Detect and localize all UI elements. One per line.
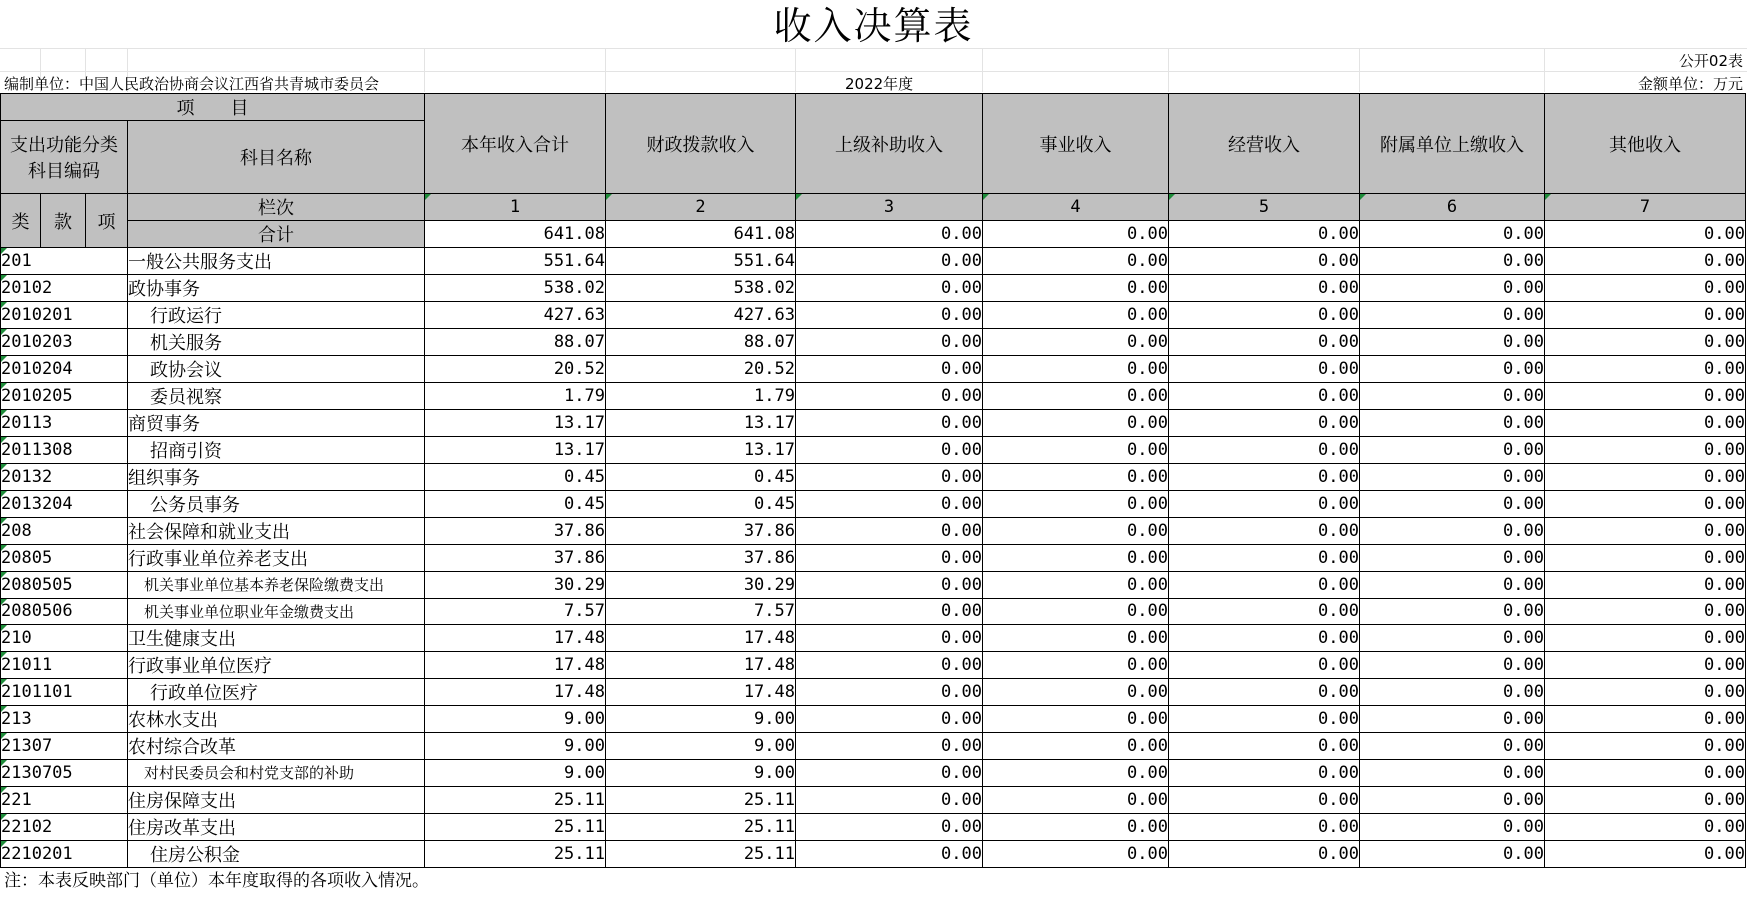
amount-cell: 551.64 (425, 248, 606, 275)
amount-cell: 0.00 (1169, 545, 1360, 572)
function-code-header-line1: 支出功能分类 (10, 135, 118, 156)
table-row (1, 329, 1746, 356)
lanci-header: 栏次 (128, 194, 425, 221)
amount-cell: 0.00 (1360, 545, 1545, 572)
amount-cell: 0.00 (1545, 356, 1746, 383)
col-header-total-income: 本年收入合计 (425, 94, 606, 194)
amount-cell: 0.00 (1545, 760, 1746, 787)
amount-cell: 0.00 (983, 813, 1169, 840)
amount-cell: 0.00 (983, 437, 1169, 464)
lei-header: 类 (1, 194, 41, 248)
amount-cell: 0.00 (983, 518, 1169, 545)
amount-cell: 538.02 (606, 275, 796, 302)
amount-cell: 0.00 (1545, 545, 1746, 572)
subject-code: 2010203 (1, 329, 128, 356)
amount-cell: 0.00 (1545, 302, 1746, 329)
total-value: 0.00 (1169, 221, 1360, 248)
amount-cell: 0.00 (1545, 598, 1746, 625)
text-format-marker (1, 545, 7, 551)
amount-cell: 0.00 (1360, 329, 1545, 356)
subject-code: 2010204 (1, 356, 128, 383)
amount-cell: 0.00 (1360, 464, 1545, 491)
kuan-header: 款 (41, 194, 86, 248)
amount-cell: 9.00 (606, 706, 796, 733)
column-number: 7 (1545, 194, 1746, 221)
subject-code: 208 (1, 518, 128, 545)
amount-cell: 17.48 (606, 625, 796, 652)
amount-cell: 25.11 (606, 813, 796, 840)
subject-name: 住房保障支出 (128, 786, 425, 813)
subject-name: 政协会议 (128, 356, 425, 383)
amount-cell: 0.00 (1360, 813, 1545, 840)
amount-cell: 0.00 (1360, 491, 1545, 518)
table-row (1, 437, 1746, 464)
amount-cell: 13.17 (425, 437, 606, 464)
table-row (1, 652, 1746, 679)
subject-code: 2080505 (1, 572, 128, 599)
amount-cell: 0.00 (796, 437, 983, 464)
text-format-marker (1, 329, 7, 335)
subject-code: 20102 (1, 275, 128, 302)
amount-cell: 17.48 (606, 652, 796, 679)
amount-cell: 0.00 (1545, 410, 1746, 437)
amount-cell: 427.63 (606, 302, 796, 329)
amount-cell: 0.00 (983, 248, 1169, 275)
subject-name: 行政事业单位医疗 (128, 652, 425, 679)
amount-cell: 13.17 (425, 410, 606, 437)
amount-cell: 0.00 (1360, 652, 1545, 679)
amount-cell: 0.00 (1360, 248, 1545, 275)
col-header-business-income: 事业收入 (983, 94, 1169, 194)
text-format-marker (1, 275, 7, 281)
text-format-marker (1, 518, 7, 524)
amount-cell: 0.00 (1545, 329, 1746, 356)
report-title: 收入决算表 (773, 4, 974, 48)
amount-cell: 0.00 (1545, 813, 1746, 840)
table-row (1, 786, 1746, 813)
amount-cell: 25.11 (606, 786, 796, 813)
text-format-marker (1, 625, 7, 631)
subject-code: 2010205 (1, 383, 128, 410)
amount-cell: 0.00 (1545, 275, 1746, 302)
amount-cell: 0.45 (425, 491, 606, 518)
income-table (0, 93, 1746, 868)
amount-cell: 0.00 (1545, 679, 1746, 706)
amount-cell: 0.00 (1169, 625, 1360, 652)
text-format-marker (1, 491, 7, 497)
subject-code: 2011308 (1, 437, 128, 464)
amount-cell: 0.00 (1545, 464, 1746, 491)
text-format-marker (1, 572, 7, 578)
column-number: 2 (606, 194, 796, 221)
amount-cell: 0.00 (1169, 464, 1360, 491)
subject-name: 公务员事务 (128, 491, 425, 518)
subject-name: 卫生健康支出 (128, 625, 425, 652)
amount-cell: 0.00 (983, 733, 1169, 760)
amount-cell: 0.00 (1545, 652, 1746, 679)
xiang-header: 项 (86, 194, 128, 248)
amount-cell: 0.00 (796, 302, 983, 329)
text-format-marker (1, 652, 7, 658)
amount-cell: 0.00 (1360, 572, 1545, 599)
column-number: 3 (796, 194, 983, 221)
amount-cell: 7.57 (425, 598, 606, 625)
amount-cell: 0.00 (1360, 598, 1545, 625)
subject-code: 22102 (1, 813, 128, 840)
amount-cell: 0.00 (1545, 491, 1746, 518)
amount-cell: 0.00 (796, 813, 983, 840)
sheet-grid-band (0, 48, 1747, 72)
amount-cell: 0.00 (1169, 329, 1360, 356)
subject-name: 行政单位医疗 (128, 679, 425, 706)
amount-cell: 0.00 (796, 545, 983, 572)
table-row (1, 625, 1746, 652)
amount-cell: 0.00 (1545, 733, 1746, 760)
amount-cell: 17.48 (425, 625, 606, 652)
amount-cell: 0.00 (983, 545, 1169, 572)
subject-code: 20805 (1, 545, 128, 572)
sheet-grid-line (982, 48, 983, 92)
subject-name: 机关服务 (128, 329, 425, 356)
amount-cell: 0.00 (796, 679, 983, 706)
amount-cell: 17.48 (425, 652, 606, 679)
text-format-marker (1, 706, 7, 712)
amount-cell: 0.00 (1169, 652, 1360, 679)
text-format-marker (1, 356, 7, 362)
amount-cell: 0.00 (1360, 518, 1545, 545)
amount-cell: 9.00 (606, 733, 796, 760)
amount-cell: 0.00 (796, 329, 983, 356)
amount-cell: 0.00 (796, 733, 983, 760)
amount-cell: 0.00 (983, 464, 1169, 491)
text-format-marker (1, 410, 7, 416)
col-header-other-income: 其他收入 (1545, 94, 1746, 194)
subject-name: 住房改革支出 (128, 813, 425, 840)
amount-cell: 0.00 (796, 840, 983, 867)
amount-cell: 0.00 (1545, 572, 1746, 599)
subject-name: 行政运行 (128, 302, 425, 329)
amount-cell: 0.00 (796, 248, 983, 275)
amount-cell: 0.45 (606, 491, 796, 518)
amount-cell: 0.45 (606, 464, 796, 491)
amount-cell: 0.00 (983, 572, 1169, 599)
amount-cell: 0.00 (1169, 813, 1360, 840)
subject-code: 21307 (1, 733, 128, 760)
subject-name: 政协事务 (128, 275, 425, 302)
item-header: 项 目 (1, 94, 425, 121)
amount-cell: 0.00 (983, 679, 1169, 706)
table-row (1, 706, 1746, 733)
amount-cell: 0.00 (983, 760, 1169, 787)
text-format-marker (1, 248, 7, 254)
subject-name: 住房公积金 (128, 840, 425, 867)
fiscal-year: 2022年度 (845, 75, 914, 93)
text-format-marker (1, 383, 7, 389)
amount-cell: 0.00 (1360, 706, 1545, 733)
amount-cell: 20.52 (606, 356, 796, 383)
amount-cell: 427.63 (425, 302, 606, 329)
total-label: 合计 (128, 221, 425, 248)
total-value: 641.08 (606, 221, 796, 248)
text-format-marker (1, 841, 7, 847)
table-row (1, 679, 1746, 706)
table-row (1, 464, 1746, 491)
amount-cell: 0.00 (1545, 706, 1746, 733)
total-value: 641.08 (425, 221, 606, 248)
amount-cell: 0.00 (1169, 733, 1360, 760)
total-value: 0.00 (796, 221, 983, 248)
amount-cell: 17.48 (606, 679, 796, 706)
total-value: 0.00 (1360, 221, 1545, 248)
subject-code: 20113 (1, 410, 128, 437)
amount-cell: 0.00 (1169, 275, 1360, 302)
amount-cell: 0.00 (983, 491, 1169, 518)
amount-cell: 538.02 (425, 275, 606, 302)
sheet-grid-line (795, 48, 796, 92)
subject-code: 20132 (1, 464, 128, 491)
amount-cell: 0.00 (1169, 383, 1360, 410)
amount-cell: 0.00 (796, 518, 983, 545)
table-row (1, 598, 1746, 625)
table-row (1, 840, 1746, 867)
text-format-marker (1, 599, 7, 605)
amount-cell: 0.00 (796, 275, 983, 302)
amount-cell: 0.00 (796, 491, 983, 518)
subject-name: 对村民委员会和村党支部的补助 (128, 760, 425, 787)
text-format-marker (1, 760, 7, 766)
amount-cell: 0.00 (1545, 383, 1746, 410)
function-code-header-line2: 科目编码 (28, 161, 100, 182)
subject-code: 213 (1, 706, 128, 733)
table-row (1, 410, 1746, 437)
amount-cell: 0.00 (1169, 248, 1360, 275)
amount-cell: 0.00 (1360, 383, 1545, 410)
col-header-operating-income: 经营收入 (1169, 94, 1360, 194)
table-row (1, 813, 1746, 840)
subject-code: 2010201 (1, 302, 128, 329)
amount-cell: 0.00 (983, 840, 1169, 867)
column-number: 5 (1169, 194, 1360, 221)
amount-cell: 25.11 (606, 840, 796, 867)
subject-name: 商贸事务 (128, 410, 425, 437)
column-number: 6 (1360, 194, 1545, 221)
compiling-unit: 编制单位：中国人民政治协商会议江西省共青城市委员会 (4, 75, 380, 93)
amount-cell: 0.00 (1360, 786, 1545, 813)
subject-code: 201 (1, 248, 128, 275)
amount-cell: 37.86 (425, 545, 606, 572)
subject-code: 210 (1, 625, 128, 652)
subject-name: 委员视察 (128, 383, 425, 410)
total-value: 0.00 (1545, 221, 1746, 248)
amount-cell: 13.17 (606, 410, 796, 437)
subject-code: 21011 (1, 652, 128, 679)
table-row (1, 545, 1746, 572)
amount-cell: 88.07 (606, 329, 796, 356)
sheet-grid-line (1168, 48, 1169, 92)
amount-cell: 0.00 (983, 410, 1169, 437)
amount-cell: 0.00 (1545, 248, 1746, 275)
amount-cell: 7.57 (606, 598, 796, 625)
column-number: 1 (425, 194, 606, 221)
subject-name: 农林水支出 (128, 706, 425, 733)
column-number: 4 (983, 194, 1169, 221)
amount-cell: 0.00 (796, 625, 983, 652)
amount-cell: 1.79 (606, 383, 796, 410)
total-value: 0.00 (983, 221, 1169, 248)
amount-cell: 0.00 (1169, 518, 1360, 545)
amount-cell: 0.00 (983, 652, 1169, 679)
amount-cell: 0.00 (983, 275, 1169, 302)
amount-cell: 0.00 (983, 598, 1169, 625)
text-format-marker (1, 437, 7, 443)
subject-name: 机关事业单位职业年金缴费支出 (128, 598, 425, 625)
amount-cell: 0.00 (983, 383, 1169, 410)
subject-name-header: 科目名称 (128, 121, 425, 194)
amount-cell: 0.00 (1169, 679, 1360, 706)
amount-cell: 0.00 (1360, 275, 1545, 302)
amount-cell: 13.17 (606, 437, 796, 464)
col-header-affiliated-remittance: 附属单位上缴收入 (1360, 94, 1545, 194)
amount-cell: 0.00 (1169, 302, 1360, 329)
amount-cell: 9.00 (425, 760, 606, 787)
amount-cell: 0.00 (1360, 760, 1545, 787)
subject-name: 机关事业单位基本养老保险缴费支出 (128, 572, 425, 599)
amount-cell: 0.00 (983, 356, 1169, 383)
amount-cell: 37.86 (425, 518, 606, 545)
amount-cell: 0.00 (1545, 625, 1746, 652)
amount-cell: 0.00 (983, 329, 1169, 356)
amount-cell: 0.00 (796, 598, 983, 625)
amount-cell: 0.00 (1360, 733, 1545, 760)
amount-cell: 0.00 (796, 706, 983, 733)
sheet-grid-line (1359, 48, 1360, 92)
form-number: 公开02表 (1678, 52, 1743, 70)
text-format-marker (1, 302, 7, 308)
amount-cell: 0.00 (1169, 598, 1360, 625)
amount-cell: 0.00 (796, 356, 983, 383)
amount-cell: 0.00 (1169, 760, 1360, 787)
amount-cell: 9.00 (606, 760, 796, 787)
amount-cell: 0.00 (1360, 410, 1545, 437)
subject-code: 2130705 (1, 760, 128, 787)
amount-cell: 1.79 (425, 383, 606, 410)
sheet-grid-line (424, 48, 425, 92)
amount-cell: 9.00 (425, 706, 606, 733)
col-header-fiscal-allocation: 财政拨款收入 (606, 94, 796, 194)
amount-cell: 0.45 (425, 464, 606, 491)
amount-cell: 0.00 (796, 652, 983, 679)
amount-cell: 0.00 (1360, 356, 1545, 383)
amount-cell: 0.00 (1545, 840, 1746, 867)
amount-cell: 20.52 (425, 356, 606, 383)
subject-code: 2210201 (1, 840, 128, 867)
text-format-marker (1, 814, 7, 820)
amount-cell: 0.00 (796, 383, 983, 410)
amount-cell: 0.00 (1360, 437, 1545, 464)
table-row (1, 491, 1746, 518)
amount-unit: 金额单位：万元 (1637, 75, 1743, 93)
table-row (1, 356, 1746, 383)
amount-cell: 0.00 (796, 464, 983, 491)
col-header-superior-subsidy: 上级补助收入 (796, 94, 983, 194)
table-row (1, 760, 1746, 787)
amount-cell: 0.00 (1169, 840, 1360, 867)
amount-cell: 0.00 (983, 706, 1169, 733)
amount-cell: 0.00 (796, 760, 983, 787)
amount-cell: 0.00 (1360, 840, 1545, 867)
sheet-grid-line (1544, 48, 1545, 92)
amount-cell: 0.00 (1360, 625, 1545, 652)
text-format-marker (1, 679, 7, 685)
amount-cell: 0.00 (983, 302, 1169, 329)
table-row (1, 302, 1746, 329)
amount-cell: 0.00 (1360, 302, 1545, 329)
amount-cell: 37.86 (606, 545, 796, 572)
footnote: 注：本表反映部门（单位）本年度取得的各项收入情况。 (4, 871, 429, 891)
subject-code: 2013204 (1, 491, 128, 518)
amount-cell: 0.00 (1169, 437, 1360, 464)
subject-name: 行政事业单位养老支出 (128, 545, 425, 572)
amount-cell: 30.29 (425, 572, 606, 599)
amount-cell: 30.29 (606, 572, 796, 599)
amount-cell: 0.00 (796, 410, 983, 437)
amount-cell: 0.00 (1169, 356, 1360, 383)
amount-cell: 88.07 (425, 329, 606, 356)
amount-cell: 0.00 (1545, 786, 1746, 813)
subject-name: 一般公共服务支出 (128, 248, 425, 275)
amount-cell: 0.00 (1169, 786, 1360, 813)
subject-name: 组织事务 (128, 464, 425, 491)
text-format-marker (1, 733, 7, 739)
amount-cell: 0.00 (983, 625, 1169, 652)
subject-code: 2080506 (1, 598, 128, 625)
amount-cell: 37.86 (606, 518, 796, 545)
table-row (1, 275, 1746, 302)
amount-cell: 0.00 (796, 786, 983, 813)
sheet-grid-line (605, 48, 606, 92)
subject-code: 221 (1, 786, 128, 813)
subject-name: 招商引资 (128, 437, 425, 464)
table-row (1, 572, 1746, 599)
subject-name: 社会保障和就业支出 (128, 518, 425, 545)
amount-cell: 0.00 (1169, 410, 1360, 437)
table-row (1, 733, 1746, 760)
amount-cell: 0.00 (1169, 706, 1360, 733)
text-format-marker (1, 464, 7, 470)
table-row (1, 383, 1746, 410)
subject-code: 2101101 (1, 679, 128, 706)
amount-cell: 17.48 (425, 679, 606, 706)
amount-cell: 25.11 (425, 786, 606, 813)
amount-cell: 0.00 (1545, 437, 1746, 464)
amount-cell: 0.00 (1169, 491, 1360, 518)
amount-cell: 25.11 (425, 840, 606, 867)
amount-cell: 0.00 (983, 786, 1169, 813)
amount-cell: 0.00 (796, 572, 983, 599)
text-format-marker (1, 787, 7, 793)
amount-cell: 0.00 (1545, 518, 1746, 545)
amount-cell: 0.00 (1360, 679, 1545, 706)
amount-cell: 25.11 (425, 813, 606, 840)
amount-cell: 0.00 (1169, 572, 1360, 599)
amount-cell: 9.00 (425, 733, 606, 760)
subject-name: 农村综合改革 (128, 733, 425, 760)
table-row (1, 248, 1746, 275)
function-code-header (1, 121, 128, 194)
amount-cell: 551.64 (606, 248, 796, 275)
table-row (1, 518, 1746, 545)
